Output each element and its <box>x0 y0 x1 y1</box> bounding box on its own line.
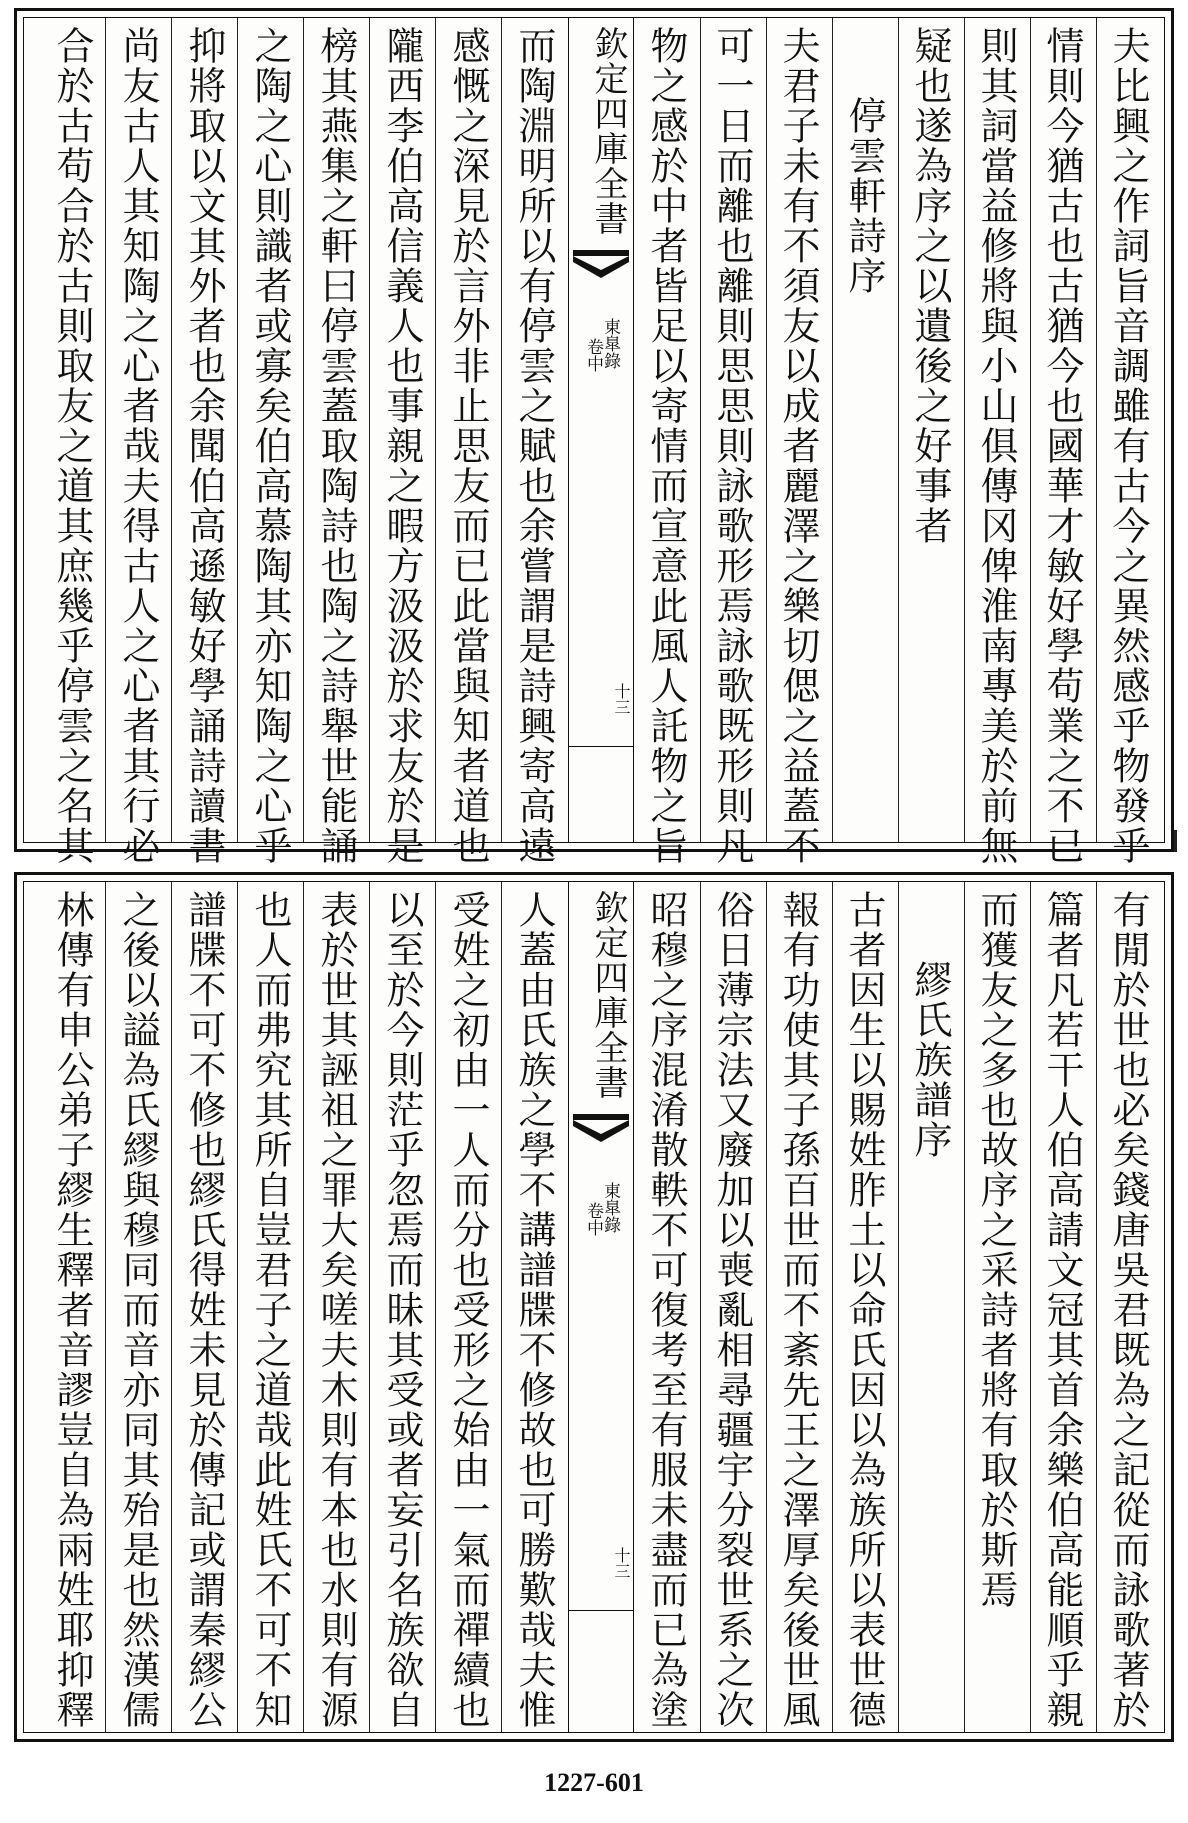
column-rule <box>105 18 106 842</box>
column-rule <box>303 882 304 1732</box>
text-column: 尚友古人其知陶之心者哉夫得古人之心者其行必 <box>116 26 160 866</box>
section-title: 繆氏族譜序 <box>908 960 952 1160</box>
text-column: 篇者凡若干人伯高請文冠其首余樂伯高能順乎親 <box>1040 890 1084 1730</box>
column-rule <box>237 882 238 1732</box>
text-column: 而獲友之多也故序之采詩者將有取於斯焉 <box>974 890 1018 1610</box>
page-number: 十三 <box>612 683 631 715</box>
text-column: 隴西李伯高信義人也事親之暇方汲汲於求友於是 <box>380 26 424 866</box>
column-rule <box>898 882 899 1732</box>
book-title: 東臯錄 <box>600 1182 620 1233</box>
text-column: 抑將取以文其外者也余聞伯高遜敏好學誦詩讀書 <box>182 26 226 866</box>
volume-label: 卷中 <box>583 1202 603 1236</box>
column-rule <box>898 18 899 842</box>
text-column: 而陶淵明所以有停雲之賦也余嘗謂是詩興寄高遠 <box>512 26 556 866</box>
volume-label: 卷中 <box>583 338 603 372</box>
banner-rule <box>569 746 633 747</box>
text-column: 則其詞當益修將與小山俱傳冈俾淮南專美於前無 <box>974 26 1018 866</box>
fish-tail-ornament-icon <box>573 250 629 284</box>
banner-rule <box>569 1610 633 1611</box>
column-rule <box>435 882 436 1732</box>
bottom-page <box>14 872 1174 1742</box>
section-title: 停雲軒詩序 <box>842 96 886 296</box>
text-column: 有閒於世也必矣錢唐吳君既為之記從而詠歌著於 <box>1106 890 1150 1730</box>
text-column: 合於古苟合於古則取友之道其庶幾乎停雲之名其 <box>50 26 94 866</box>
column-rule <box>1030 882 1031 1732</box>
top-page <box>14 8 1174 866</box>
text-column: 古者因生以賜姓胙土以命氏因以為族所以表世德 <box>842 890 886 1730</box>
column-rule <box>369 882 370 1732</box>
column-rule <box>1030 18 1031 842</box>
text-column: 報有功使其子孫百世而不紊先王之澤厚矣後世風 <box>776 890 820 1730</box>
text-column: 之後以謚為氏繆與穆同而音亦同其殆是也然漢儒 <box>116 890 160 1730</box>
column-rule <box>303 18 304 842</box>
text-column: 林傳有申公弟子繆生釋者音謬豈自為兩姓耶抑釋 <box>50 890 94 1730</box>
text-column: 人蓋由氏族之學不講譜牒不修故也可勝歎哉夫惟 <box>512 890 556 1730</box>
column-rule <box>766 18 767 842</box>
text-column: 榜其燕集之軒曰停雲蓋取陶詩也陶之詩舉世能誦 <box>314 26 358 866</box>
top-page-frame <box>23 17 1165 866</box>
text-column: 感慨之深見於言外非止思友而已此當與知者道也 <box>446 26 490 866</box>
text-column: 譜牒不可不修也繆氏得姓未見於傳記或謂秦繆公 <box>182 890 226 1730</box>
column-rule <box>171 18 172 842</box>
text-column: 夫君子未有不須友以成者麗澤之樂切偲之益蓋不 <box>776 26 820 866</box>
text-column: 以至於今則茫乎忽焉而昧其受或者妄引名族欲自 <box>380 890 424 1730</box>
text-column: 物之感於中者皆足以寄情而宣意此風人託物之旨 <box>644 26 688 866</box>
page-number: 十三 <box>612 1547 631 1579</box>
column-rule <box>105 882 106 1732</box>
column-rule <box>964 18 965 842</box>
column-rule <box>832 18 833 842</box>
column-rule <box>832 882 833 1732</box>
center-banner <box>568 882 634 1732</box>
center-banner <box>568 18 634 842</box>
edge-mark <box>1174 830 1177 852</box>
bottom-page-frame <box>23 881 1165 1733</box>
text-column: 疑也遂為序之以遺後之好事者 <box>908 26 952 546</box>
text-column: 情則今猶古也古猶今也國華才敏好學苟業之不已 <box>1040 26 1084 866</box>
library-title: 欽定四庫全書 <box>588 890 628 1100</box>
column-rule <box>171 882 172 1732</box>
text-column: 俗日薄宗法又廢加以喪亂相尋疆宇分裂世系之次 <box>710 890 754 1730</box>
text-column: 之陶之心則識者或寡矣伯高慕陶其亦知陶之心乎 <box>248 26 292 866</box>
page-code: 1227-601 <box>544 1768 644 1797</box>
fish-tail-ornament-icon <box>573 1114 629 1148</box>
column-rule <box>700 18 701 842</box>
library-title: 欽定四庫全書 <box>588 26 628 236</box>
text-column: 受姓之初由一人而分也受形之始由一氣而禪續也 <box>446 890 490 1730</box>
column-rule <box>700 882 701 1732</box>
column-rule <box>1096 18 1097 842</box>
column-rule <box>369 18 370 842</box>
column-rule <box>1096 882 1097 1732</box>
column-rule <box>501 18 502 842</box>
column-rule <box>501 882 502 1732</box>
text-column: 也人而弗究其所自豈君子之道哉此姓氏不可不知 <box>248 890 292 1730</box>
column-rule <box>237 18 238 842</box>
text-column: 昭穆之序混淆散軼不可復考至有服未盡而已為塗 <box>644 890 688 1730</box>
text-column: 夫比興之作詞旨音調雖有古今之異然感乎物發乎 <box>1106 26 1150 866</box>
text-column: 可一日而離也離則思思則詠歌形焉詠歌既形則凡 <box>710 26 754 866</box>
column-rule <box>435 18 436 842</box>
text-column: 表於世其誣祖之罪大矣嗟夫木則有本也水則有源 <box>314 890 358 1730</box>
column-rule <box>964 882 965 1732</box>
column-rule <box>766 882 767 1732</box>
book-title: 東臯錄 <box>600 318 620 369</box>
